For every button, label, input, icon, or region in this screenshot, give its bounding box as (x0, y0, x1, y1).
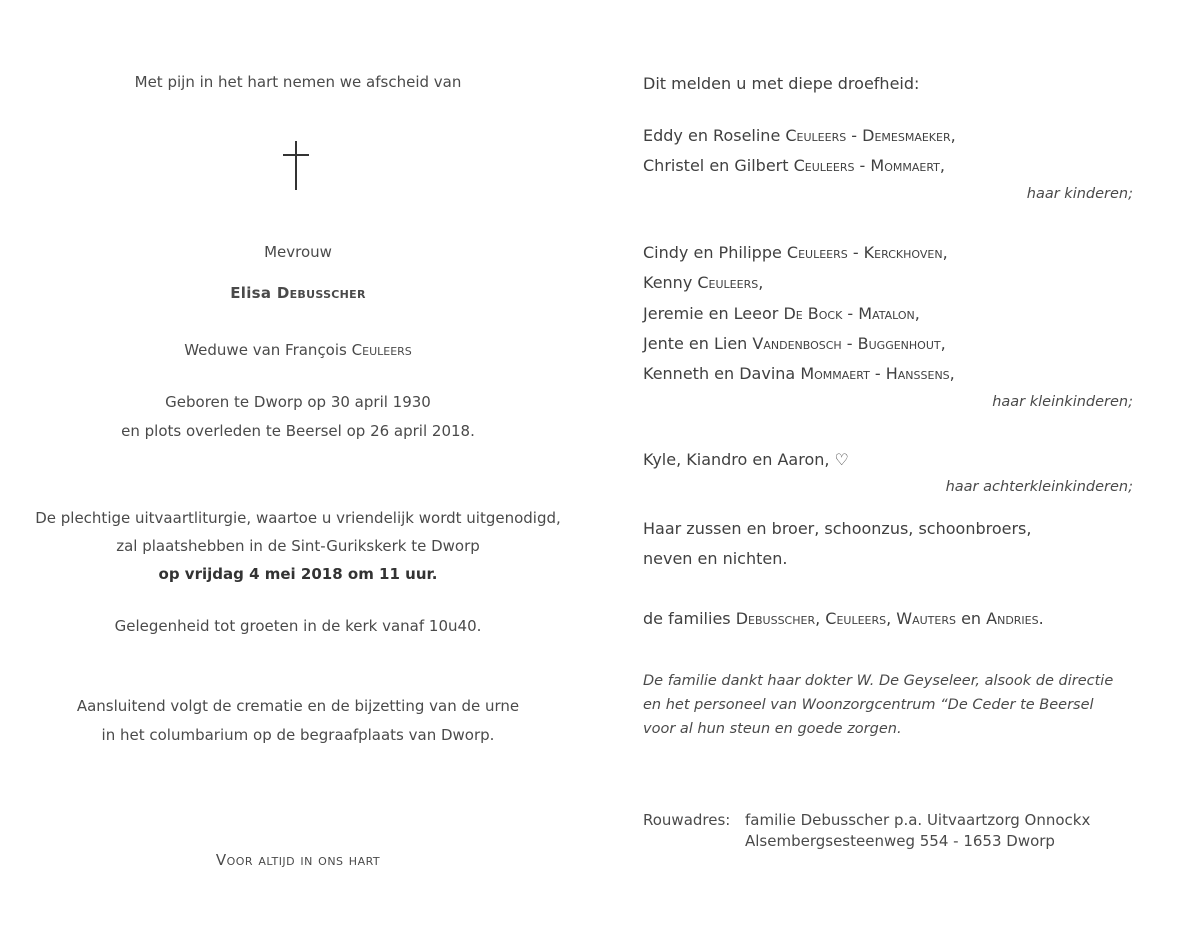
families-line (643, 609, 1044, 628)
closing-text: Voor altijd in ons hart (215, 851, 381, 869)
punct: . (1038, 609, 1044, 628)
address-line-2: Alsembergsesteenweg 554 - 1653 Dworp (745, 832, 1055, 850)
thanks-line-1: De familie dankt haar dokter W. De Geyseleer, alsook de directie (643, 673, 1114, 689)
cremation-line-1: Aansluitend volgt de crematie en de bijzetting van de urne (76, 697, 520, 715)
family-name: Andries (986, 609, 1039, 628)
punct: , (950, 126, 956, 145)
children-role: haar kinderen; (1026, 186, 1133, 202)
grandchild-surnames: Mommaert - Hanssens (800, 364, 950, 383)
liturgy-line-1: De plechtige uitvaartliturgie, waartoe u vriendelijk wordt uitgenodigd, (35, 509, 561, 527)
widow-line (0, 341, 596, 359)
family-name: Wauters (896, 609, 956, 628)
child-surnames: Ceuleers - Demesmaeker (785, 126, 951, 145)
punct: , (886, 609, 897, 628)
great-grandchildren-role: haar achterkleinkinderen; (945, 479, 1133, 495)
widow-prefix: Weduwe van François (184, 341, 347, 359)
punct: , (815, 609, 826, 628)
punct: , (940, 334, 946, 353)
first-name: Elisa (230, 284, 272, 302)
child-given-names: Eddy en Roseline (643, 126, 786, 145)
great-grandchildren-line: Kyle, Kiandro en Aaron, ♡ (643, 450, 849, 469)
grandchild-given-names: Jeremie en Leeor (643, 304, 784, 323)
cremation-line-2: in het columbarium op de begraafplaats van Dworp. (101, 726, 495, 744)
grandchild-given-names: Cindy en Philippe (643, 243, 787, 262)
died-text: en plots overleden te Beersel op 26 april 2018. (121, 422, 475, 440)
grandchild-surnames: Ceuleers - Kerckhoven (786, 243, 943, 262)
grandchild-given-names: Kenneth en Davina (643, 364, 801, 383)
announce-intro: Dit melden u met diepe droefheid: (643, 74, 920, 93)
title-prefix: Mevrouw (264, 243, 332, 261)
family-name: Debusscher (735, 609, 816, 628)
address-line-1: familie Debusscher p.a. Uitvaartzorg Onnockx (745, 811, 1091, 829)
intro-text: Met pijn in het hart nemen we afscheid van (134, 73, 462, 91)
child-surnames: Ceuleers - Mommaert (793, 156, 940, 175)
siblings-line-2: neven en nichten. (643, 549, 788, 568)
grandchild-given-names: Jente en Lien (643, 334, 753, 353)
grandchild-surnames: De Bock - Matalon (783, 304, 915, 323)
child-line-2 (643, 156, 945, 175)
child-given-names: Christel en Gilbert (643, 156, 794, 175)
thanks-line-3: voor al hun steun en goede zorgen. (643, 721, 902, 737)
born-text: Geboren te Dworp op 30 april 1930 (165, 393, 431, 411)
last-name: Debusscher (276, 284, 366, 302)
child-line-1 (643, 126, 956, 145)
grandchild-line-3 (643, 304, 920, 323)
punct: , (758, 273, 764, 292)
address-label: Rouwadres: (643, 811, 731, 829)
grandchild-line-4 (643, 334, 946, 353)
families-prefix: de families (643, 609, 736, 628)
deceased-name (0, 284, 596, 302)
grandchild-surnames: Ceuleers (697, 273, 759, 292)
greeting-text: Gelegenheid tot groeten in de kerk vanaf 10u40. (114, 617, 482, 635)
punct: , (942, 243, 948, 262)
grandchild-given-names: Kenny (643, 273, 698, 292)
grandchild-line-1 (643, 243, 948, 262)
thanks-line-2: en het personeel van Woonzorgcentrum “De Ceder te Beersel (643, 697, 1094, 713)
grandchild-surnames: Vandenbosch - Buggenhout (752, 334, 941, 353)
siblings-line-1: Haar zussen en broer, schoonzus, schoonbroers, (643, 519, 1032, 538)
punct: , (914, 304, 920, 323)
grandchild-line-5 (643, 364, 955, 383)
right-column (643, 0, 1133, 947)
widow-last-name: Ceuleers (351, 341, 412, 359)
punct: , (939, 156, 945, 175)
grandchildren-role: haar kleinkinderen; (992, 394, 1133, 410)
liturgy-line-2: zal plaatshebben in de Sint-Gurikskerk te Dworp (116, 537, 480, 555)
liturgy-date: op vrijdag 4 mei 2018 om 11 uur. (158, 565, 438, 583)
cross-icon (283, 141, 309, 190)
punct: , (949, 364, 955, 383)
grandchild-line-2 (643, 273, 763, 292)
punct: en (955, 609, 987, 628)
family-name: Ceuleers (825, 609, 887, 628)
